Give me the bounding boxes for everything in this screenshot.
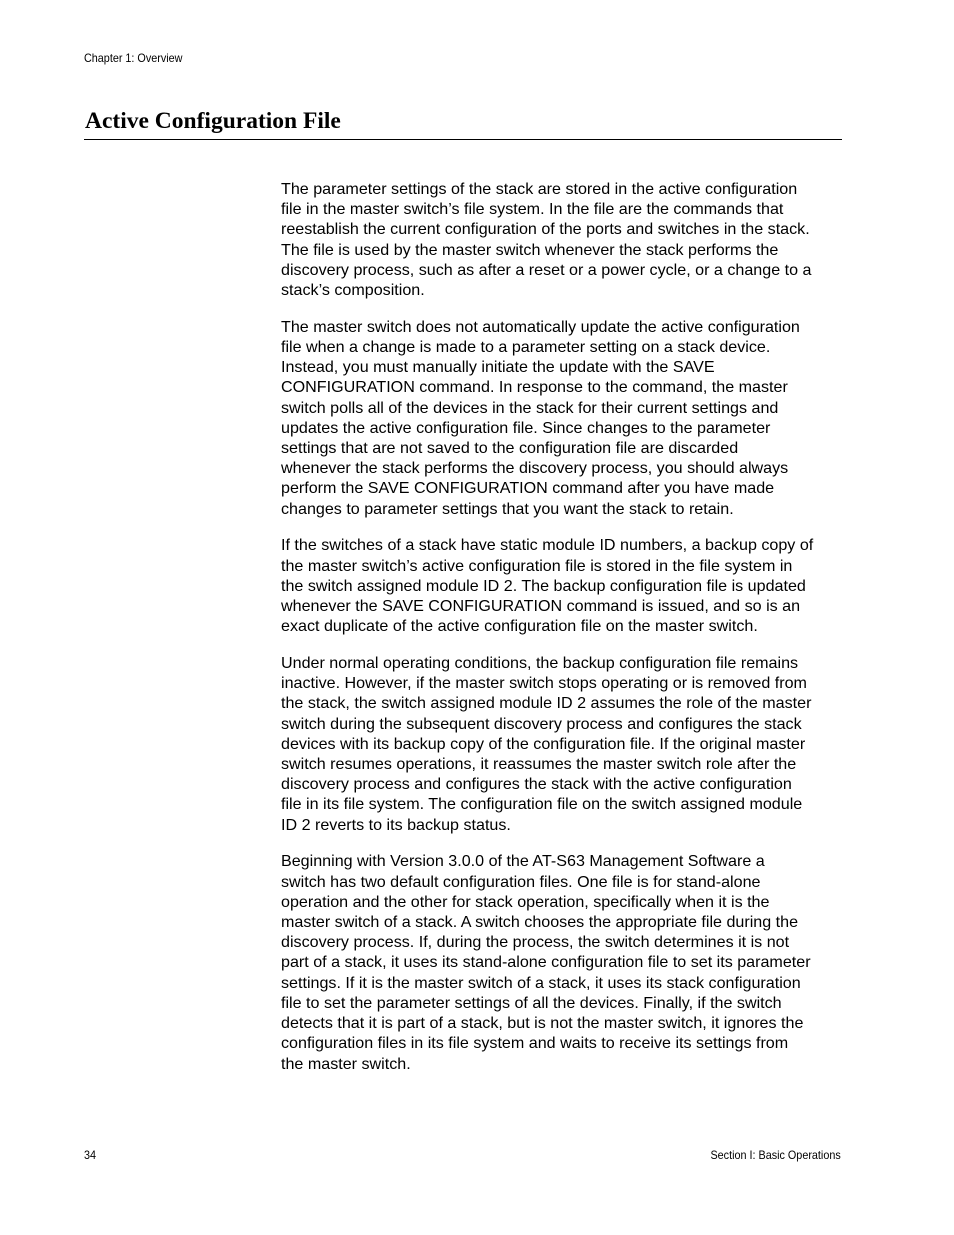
text-line: operation and the other for stack operation, specifically when it is the (281, 892, 770, 911)
text-line: changes to parameter settings that you want the stack to retain. (281, 499, 734, 518)
text-line: The master switch does not automatically update the active configuration (281, 317, 800, 336)
text-line: settings that are not saved to the configuration file are discarded (281, 439, 739, 458)
paragraph-backup-copy (281, 535, 847, 636)
paragraph-stored-config (281, 179, 847, 300)
title-divider (84, 139, 842, 140)
text-line: the master switch. (281, 1054, 411, 1073)
text-line: master switch of a stack. A switch chooses the appropriate file during the (281, 913, 799, 932)
text-line: switch during the subsequent discovery process and configures the stack (281, 714, 802, 733)
text-line: the switch assigned module ID 2. The backup configuration file is updated (281, 576, 806, 595)
running-header-chapter: Chapter 1: Overview (84, 51, 183, 65)
text-line: devices with its backup copy of the configuration file. If the original master (281, 734, 806, 753)
text-line: Under normal operating conditions, the backup configuration file remains (281, 654, 799, 673)
text-line: file to set the parameter settings of all the devices. Finally, if the switch (281, 993, 782, 1012)
text-line: part of a stack, it uses its stand-alone configuration file to set its parameter (281, 953, 811, 972)
text-line: stack’s composition. (281, 281, 425, 300)
text-line: whenever the SAVE CONFIGURATION command is issued, and so is an (281, 597, 801, 616)
text-line: If the switches of a stack have static module ID numbers, a backup copy of (281, 536, 814, 555)
paragraph-default-config-files (281, 851, 847, 1073)
paragraph-save-configuration (281, 317, 847, 519)
page-number: 34 (84, 1148, 97, 1162)
text-line: discovery process and configures the stack with the active configuration (281, 775, 792, 794)
text-line: exact duplicate of the active configuration file on the master switch. (281, 617, 758, 636)
text-line: the master switch’s active configuration file is stored in the file system in (281, 556, 793, 575)
text-line: configuration files in its file system and waits to receive its settings from (281, 1034, 789, 1053)
text-line: perform the SAVE CONFIGURATION command after you have made (281, 479, 775, 498)
text-line: switch has two default configuration files. One file is for stand-alone (281, 872, 761, 891)
text-line: discovery process, such as after a reset or a power cycle, or a change to a (281, 260, 812, 279)
text-line: the stack, the switch assigned module ID 2 assumes the role of the master (281, 694, 812, 713)
text-line: detects that it is part of a stack, but is not the master switch, it ignores the (281, 1014, 804, 1033)
text-line: file in the master switch’s file system. In the file are the commands that (281, 200, 784, 219)
text-line: file in its file system. The configuration file on the switch assigned module (281, 795, 803, 814)
text-line: ID 2 reverts to its backup status. (281, 815, 511, 834)
text-line: reestablish the current configuration of the ports and switches in the stack. (281, 220, 810, 239)
text-line: settings. If it is the master switch of a stack, it uses its stack configuration (281, 973, 801, 992)
text-line: The file is used by the master switch whenever the stack performs the (281, 240, 779, 259)
text-line: Beginning with Version 3.0.0 of the AT-S63 Management Software a (281, 852, 765, 871)
text-line: whenever the stack performs the discovery process, you should always (281, 459, 789, 478)
text-line: The parameter settings of the stack are stored in the active configuration (281, 180, 798, 198)
text-line: switch polls all of the devices in the stack for their current settings and (281, 398, 779, 417)
running-footer-section: Section I: Basic Operations (710, 1148, 841, 1162)
body-text (281, 179, 847, 1090)
text-line: inactive. However, if the master switch stops operating or is removed from (281, 674, 807, 693)
section-title: Active Configuration File (85, 108, 341, 134)
text-line: file when a change is made to a parameter setting on a stack device. (281, 338, 771, 357)
paragraph-backup-inactive (281, 653, 847, 835)
text-line: Instead, you must manually initiate the update with the SAVE (281, 358, 715, 377)
text-line: switch resumes operations, it reassumes the master switch role after the (281, 755, 797, 774)
text-line: discovery process. If, during the process, the switch determines it is not (281, 933, 790, 952)
text-line: CONFIGURATION command. In response to the command, the master (281, 378, 788, 397)
text-line: updates the active configuration file. Since changes to the parameter (281, 418, 771, 437)
